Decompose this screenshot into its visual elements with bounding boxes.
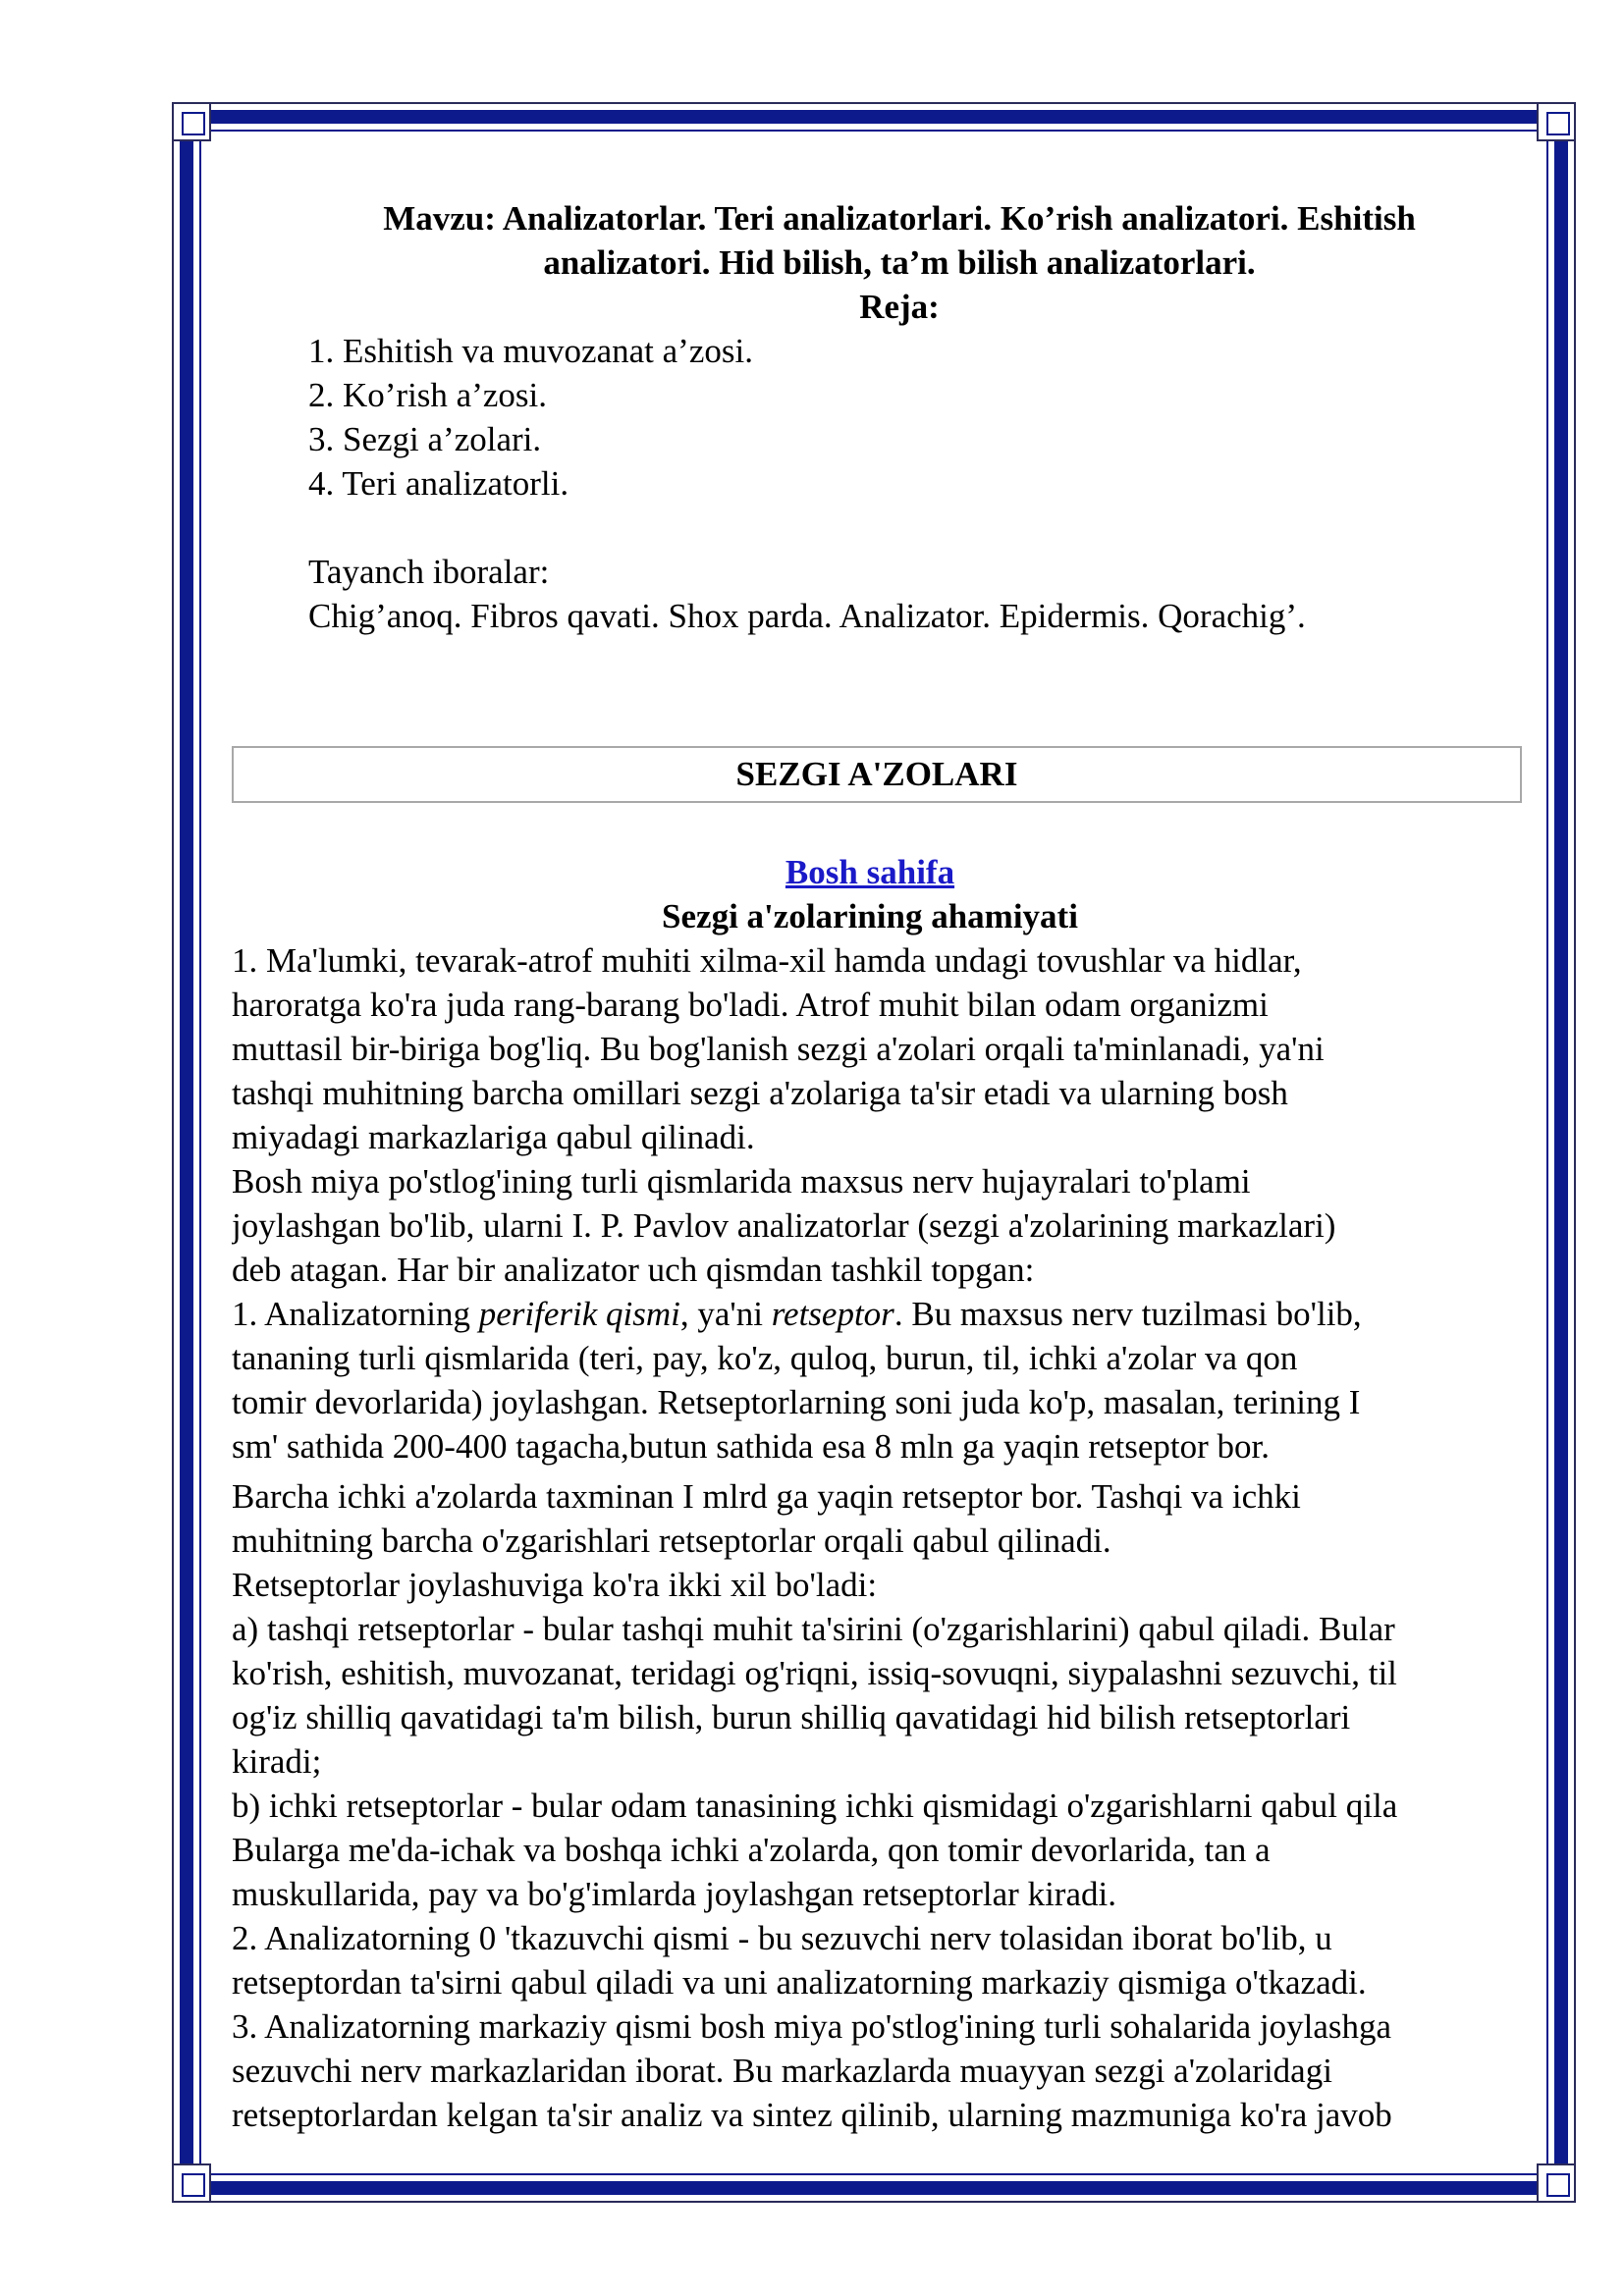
body-line: retseptordan ta'sirni qabul qiladi va uni analizatorning markaziy qismiga o'tkazadi.: [232, 1963, 1367, 2002]
body-line: og'iz shilliq qavatidagi ta'm bilish, burun shilliq qavatidagi hid bilish retseptorlari: [232, 1698, 1351, 1736]
body-line: deb atagan. Har bir analizator uch qismdan tashkil topgan:: [232, 1251, 1035, 1289]
body-line: ko'rish, eshitish, muvozanat, teridagi og'riqni, issiq-sovuqni, siypalashni sezuvchi, til: [232, 1654, 1397, 1692]
document-content: [232, 196, 1528, 2160]
plan-item: 2. Ko’rish a’zosi.: [308, 376, 548, 414]
body-line: tananing turli qismlarida (teri, pay, ko'z, quloq, burun, til, ichki a'zolar va qon: [232, 1339, 1298, 1377]
body-line: muhitning barcha o'zgarishlari retseptorlar orqali qabul qilinadi.: [232, 1522, 1111, 1560]
plan-item: 3. Sezgi a’zolari.: [308, 420, 542, 458]
body-line: tomir devorlarida) joylashgan. Retseptorlarning soni juda ko'p, masalan, terining I: [232, 1383, 1361, 1421]
frame-corner-bottom-left: [172, 2163, 211, 2203]
body-line: 2. Analizatorning 0 'tkazuvchi qismi - bu sezuvchi nerv tolasidan iborat bo'lib, u: [232, 1919, 1332, 1957]
body-text-span: . Bu maxsus nerv tuzilmasi bo'lib,: [893, 1295, 1362, 1333]
body-line: Barcha ichki a'zolarda taxminan I mlrd ga yaqin retseptor bor. Tashqi va ichki: [232, 1477, 1301, 1516]
frame-corner-bottom-right: [1537, 2163, 1576, 2203]
body-line: tashqi muhitning barcha omillari sezgi a'zolariga ta'sir etadi va ularning bosh: [232, 1074, 1288, 1112]
plan-heading: Reja:: [859, 288, 940, 326]
body-line: Bosh miya po'stlog'ining turli qismlarida maxsus nerv hujayralari to'plami: [232, 1162, 1251, 1201]
body-line: kiradi;: [232, 1742, 322, 1781]
body-text-span: 1. Analizatorning: [232, 1295, 479, 1333]
frame-corner-top-left: [172, 102, 211, 141]
body-line: Bularga me'da-ichak va boshqa ichki a'zolarda, qon tomir devorlarida, tan a: [232, 1831, 1271, 1869]
home-page-link[interactable]: Bosh sahifa: [785, 853, 955, 891]
body-line: haroratga ko'ra juda rang-barang bo'ladi. Atrof muhit bilan odam organizmi: [232, 986, 1269, 1024]
body-line: 3. Analizatorning markaziy qismi bosh miya po'stlog'ining turli sohalarida joylashga: [232, 2007, 1392, 2046]
body-line-periferik: [232, 1292, 1528, 1336]
body-line: joylashgan bo'lib, ularni I. P. Pavlov analizatorlar (sezgi a'zolarining markazlari): [232, 1206, 1336, 1245]
body-line: 1. Ma'lumki, tevarak-atrof muhiti xilma-xil hamda undagi tovushlar va hidlar,: [232, 941, 1302, 980]
body-line: a) tashqi retseptorlar - bular tashqi muhit ta'sirini (o'zgarishlarini) qabul qiladi. Bular: [232, 1610, 1395, 1648]
topic-title-line-1: Mavzu: Analizatorlar. Teri analizatorlari. Ko’rish analizatori. Eshitish: [383, 199, 1416, 238]
body-line: b) ichki retseptorlar - bular odam tanasining ichki qismidagi o'zgarishlarni qabul qila: [232, 1787, 1398, 1825]
body-text: [232, 938, 1528, 2137]
body-italic-term: retseptor: [771, 1295, 894, 1333]
plan-item: 4. Teri analizatorli.: [308, 464, 569, 503]
keywords-label: Tayanch iboralar:: [308, 553, 550, 591]
section-subheading: Sezgi a'zolarining ahamiyati: [662, 897, 1078, 935]
topic-title-line-2: analizatori. Hid bilish, ta’m bilish analizatorlari.: [543, 243, 1256, 282]
frame-corner-top-right: [1537, 102, 1576, 141]
body-line: muskullarida, pay va bo'g'imlarda joylashgan retseptorlar kiradi.: [232, 1875, 1116, 1913]
section-title: SEZGI A'ZOLARI: [735, 755, 1018, 793]
keywords-text: Chig’anoq. Fibros qavati. Shox parda. Analizator. Epidermis. Qorachig’.: [308, 597, 1306, 635]
body-line: retseptorlardan kelgan ta'sir analiz va sintez qilinib, ularning mazmuniga ko'ra javob: [232, 2096, 1392, 2134]
body-line: muttasil bir-biriga bog'liq. Bu bog'lanish sezgi a'zolari orqali ta'minlanadi, ya'ni: [232, 1030, 1325, 1068]
body-italic-term: periferik qismi: [478, 1295, 680, 1333]
plan-list: [308, 329, 1528, 506]
body-line: sm' sathida 200-400 tagacha,butun sathida esa 8 mln ga yaqin retseptor bor.: [232, 1427, 1271, 1466]
section-title-box: [232, 746, 1522, 803]
body-line: sezuvchi nerv markazlaridan iborat. Bu markazlarda muayyan sezgi a'zolaridagi: [232, 2052, 1332, 2090]
body-line: Retseptorlar joylashuviga ko'ra ikki xil bo'ladi:: [232, 1566, 878, 1604]
keywords-block: [308, 550, 1528, 638]
body-text-span: , ya'ni: [679, 1295, 772, 1333]
plan-item: 1. Eshitish va muvozanat a’zosi.: [308, 332, 753, 370]
topic-title: [310, 196, 1489, 285]
body-line: miyadagi markazlariga qabul qilinadi.: [232, 1118, 755, 1156]
